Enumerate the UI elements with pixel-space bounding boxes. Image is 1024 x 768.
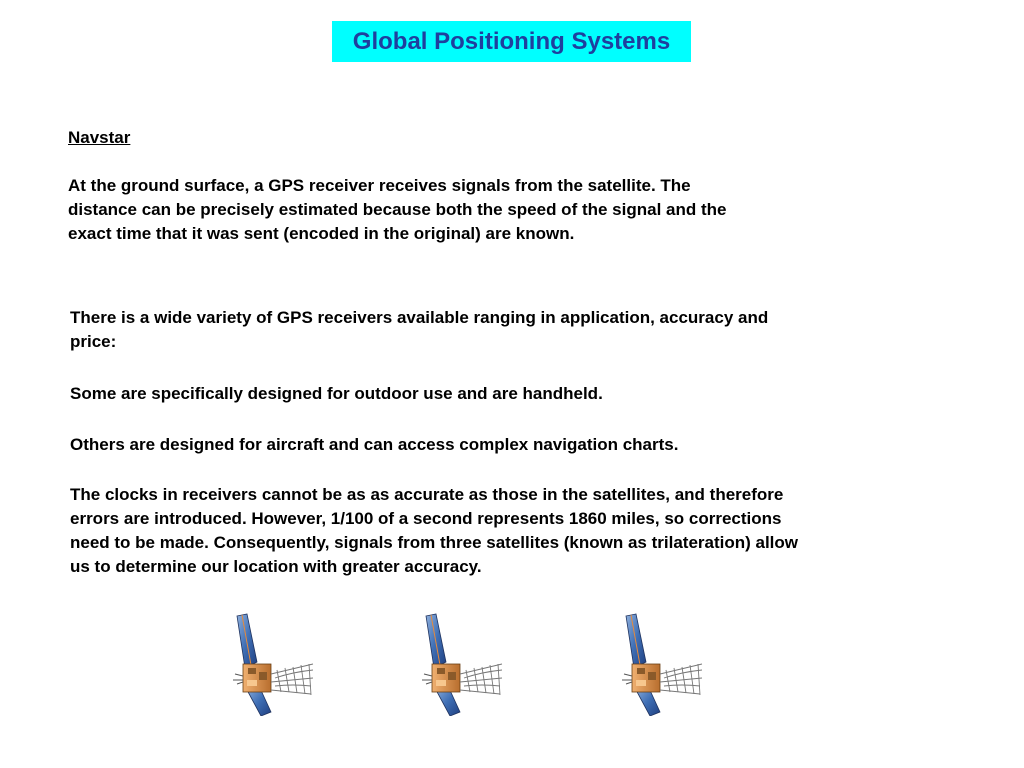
page-title: Global Positioning Systems (352, 27, 671, 55)
paragraph-ground-receiver: At the ground surface, a GPS receiver receives signals from the satellite. The distance can be precisely estimated because both the speed of the signal and the exact time that it was sent (encoded in the original) are known. (68, 176, 727, 243)
gps-satellite-icon (215, 612, 315, 716)
title-box (332, 21, 691, 62)
gps-satellite-icon (404, 612, 504, 716)
gps-satellite-icon (604, 612, 704, 716)
paragraph-handheld: Some are specifically designed for outdoor use and are handheld. (70, 384, 603, 403)
paragraph-trilateration: The clocks in receivers cannot be as as accurate as those in the satellites, and therefore errors are introduced. However, 1/100 of a second represents 1860 miles, so corrections need to be made. Consequently, signals from three satellites (known as trilateration) allow us to determine our location with greater accuracy. (70, 485, 799, 576)
section-heading: Navstar (68, 128, 131, 147)
paragraph-receiver-variety: There is a wide variety of GPS receivers available ranging in application, accuracy and price: (70, 308, 769, 351)
paragraph-aircraft: Others are designed for aircraft and can access complex navigation charts. (70, 435, 679, 454)
